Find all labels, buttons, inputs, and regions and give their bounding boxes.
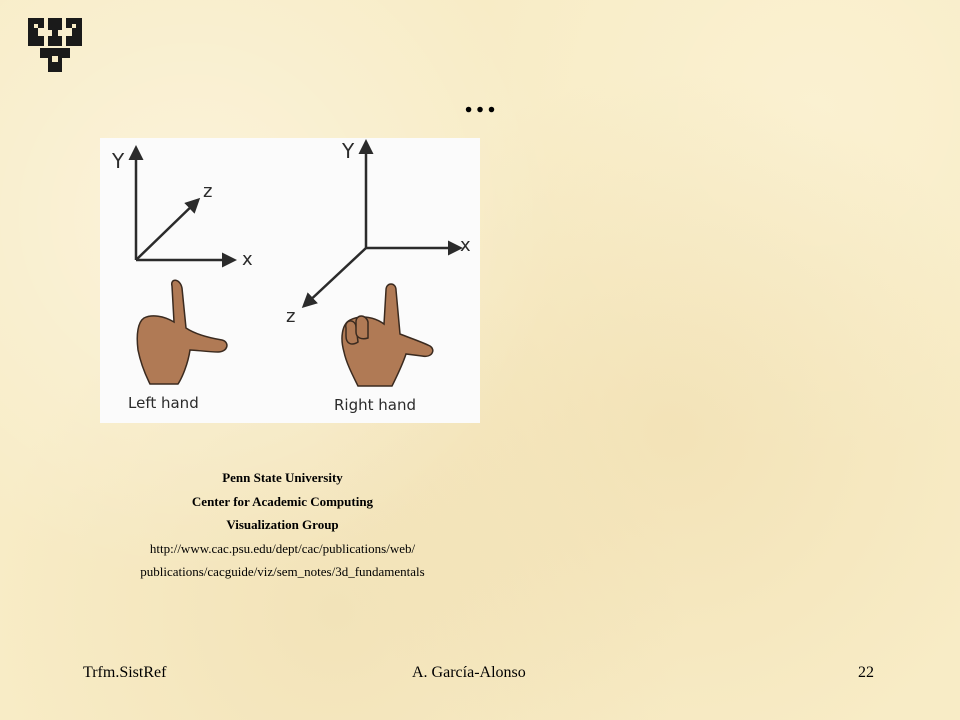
right-axis-y-label: Y (342, 139, 355, 163)
university-logo-icon (26, 16, 84, 74)
footer-author: A. García-Alonso (412, 664, 526, 681)
right-axis-x-label: x (460, 235, 471, 256)
figure-caption (60, 466, 505, 584)
caption-institution: Penn State University (222, 470, 343, 485)
caption-center: Center for Academic Computing (191, 493, 374, 509)
coordinate-systems-figure (100, 138, 480, 423)
caption-url-line1: http://www.cac.psu.edu/dept/cac/publications/web/ (149, 540, 416, 556)
right-hand-label: Right hand (334, 396, 416, 414)
right-axis-z-label: z (286, 306, 296, 327)
caption-group: Visualization Group (226, 517, 339, 532)
left-axis-x-label: x (242, 249, 253, 270)
slide-title: … (463, 83, 497, 120)
footer-course-title: Trfm.SistRef (83, 664, 167, 681)
footer-page-number: 22 (858, 664, 874, 681)
left-axis-y-label: Y (112, 149, 125, 173)
caption-url-line2: publications/cacguide/viz/sem_notes/3d_fundamentals (140, 564, 425, 579)
left-hand-label: Left hand (128, 394, 199, 412)
left-axis-z-label: z (203, 181, 213, 202)
